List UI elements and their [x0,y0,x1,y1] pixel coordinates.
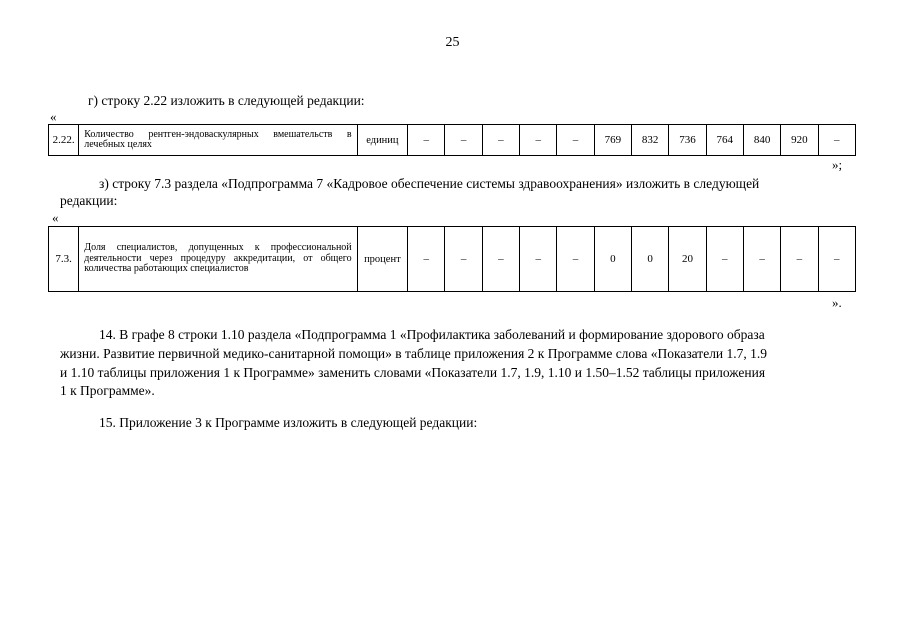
table-cell: – [743,227,780,292]
table-cell: 736 [669,125,706,156]
item-g-close-quote: »; [832,157,843,172]
table-cell: – [445,125,482,156]
row-number: 7.3. [49,227,79,292]
table-cell: 764 [706,125,743,156]
table-cell: – [781,227,818,292]
para-14-line1: 14. В графе 8 строки 1.10 раздела «Подпрограмма 1 «Профилактика заболеваний и формирование здорового образа [99,327,765,342]
table-cell: – [482,125,519,156]
para-14-line4: 1 к Программе». [60,383,155,398]
table-cell: 832 [631,125,668,156]
item-z-close-quote: ». [832,295,842,310]
item-z-open-quote: « [52,210,59,225]
para-14-line2: жизни. Развитие первичной медико-санитарной помощи» в таблице приложения 2 к Программе слова «Показатели 1.7, 1.9 [60,346,768,361]
table-cell: 840 [743,125,780,156]
table-cell: 0 [631,227,668,292]
table-cell: – [818,227,855,292]
table-cell: – [482,227,519,292]
table-cell: – [520,227,557,292]
table-cell: 920 [781,125,818,156]
table-cell: – [557,125,594,156]
item-g-intro: г) строку 2.22 изложить в следующей редакции: [88,93,365,108]
table-cell: – [445,227,482,292]
table-cell: – [408,125,445,156]
row-number: 2.22. [49,125,79,156]
table-cell: – [408,227,445,292]
row-description: Количество рентген-эндоваскулярных вмешательств в лечебных целях [79,125,357,156]
table-cell: – [818,125,855,156]
table-cell: – [557,227,594,292]
table-cell: – [706,227,743,292]
para-15: 15. Приложение 3 к Программе изложить в следующей редакции: [99,415,478,430]
row-unit: единиц [357,125,407,156]
row-description: Доля специалистов, допущенных к профессиональной деятельности через процедуру аккредитации, от общего количества работающих специалистов [79,227,357,292]
table-cell: 0 [594,227,631,292]
table-row-7-3 [48,226,856,292]
item-z-intro-line2: редакции: [60,193,118,208]
para-14-line3: и 1.10 таблицы приложения 1 к Программе» заменить словами «Показатели 1.7, 1.9, 1.10 и 1.50–1.52 таблицы приложения [60,365,766,380]
page-number: 25 [445,35,460,50]
table-cell: 769 [594,125,631,156]
item-g-open-quote: « [50,109,57,124]
table-cell: 20 [669,227,706,292]
item-z-intro-line1: з) строку 7.3 раздела «Подпрограмма 7 «Кадровое обеспечение системы здравоохранения» изложить в следующей [99,176,760,191]
table-row-2-22 [48,124,856,156]
row-unit: процент [357,227,407,292]
table-cell: – [520,125,557,156]
